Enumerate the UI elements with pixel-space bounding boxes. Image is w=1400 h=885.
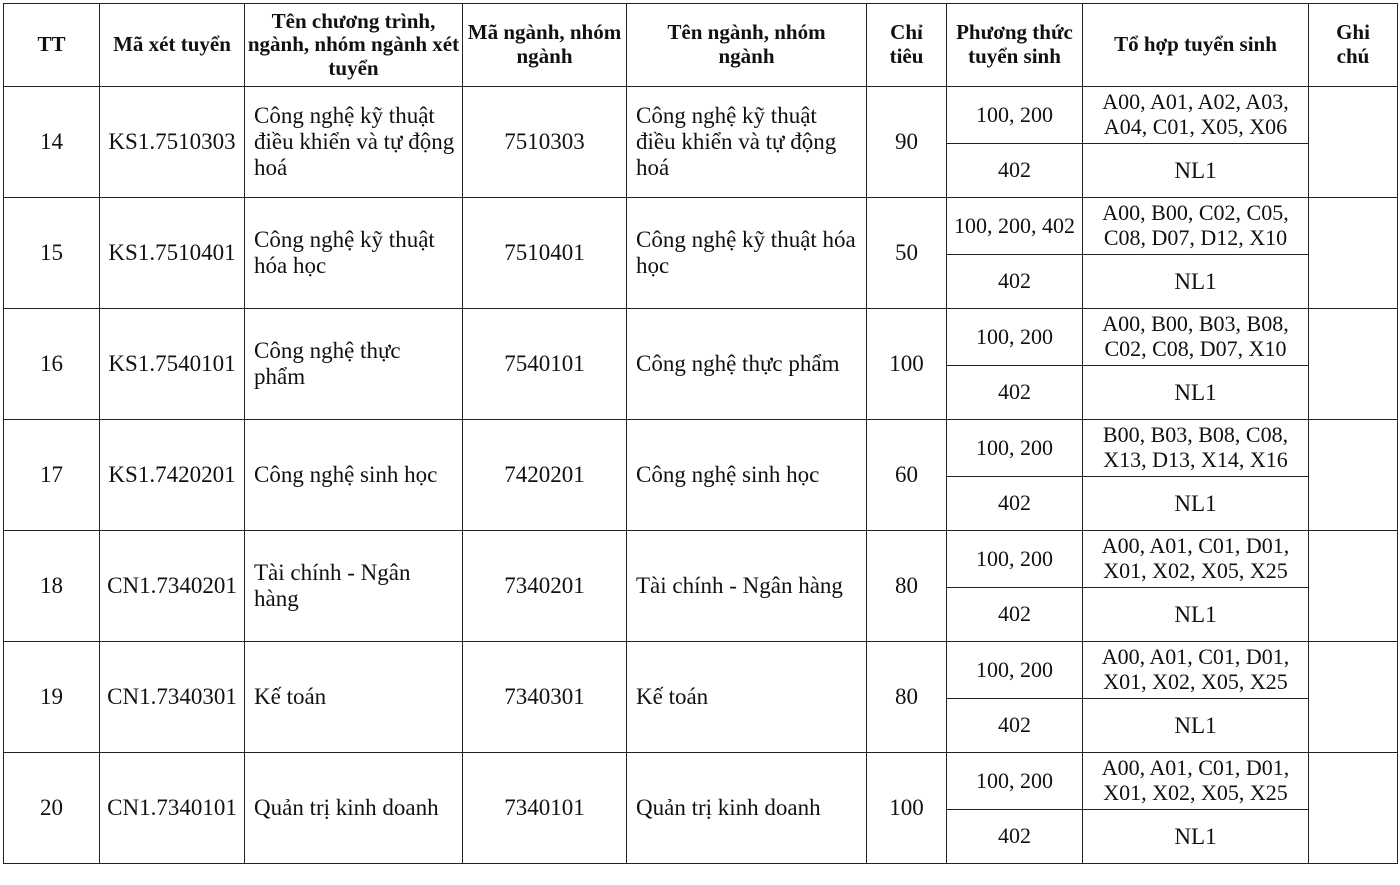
cell-ma-xet-tuyen: CN1.7340201 [100,531,245,642]
cell-ten-chuong-trinh: Công nghệ kỹ thuật hóa học [245,198,463,309]
cell-phuong-thuc: 402 [947,144,1083,198]
cell-chi-tieu: 60 [867,420,947,531]
cell-ma-xet-tuyen: CN1.7340301 [100,642,245,753]
cell-phuong-thuc: 100, 200 [947,420,1083,477]
cell-phuong-thuc: 402 [947,699,1083,753]
header-ma-nganh: Mã ngành, nhóm ngành [463,4,627,87]
cell-to-hop: B00, B03, B08, C08, X13, D13, X14, X16 [1083,420,1309,477]
cell-phuong-thuc: 402 [947,588,1083,642]
cell-ten-chuong-trinh: Quản trị kinh doanh [245,753,463,864]
cell-ma-xet-tuyen: KS1.7510303 [100,87,245,198]
cell-phuong-thuc: 100, 200, 402 [947,198,1083,255]
cell-to-hop: NL1 [1083,144,1309,198]
cell-ten-chuong-trinh: Công nghệ thực phẩm [245,309,463,420]
cell-ten-nganh: Công nghệ thực phẩm [627,309,867,420]
cell-to-hop: A00, A01, C01, D01, X01, X02, X05, X25 [1083,642,1309,699]
cell-chi-tieu: 100 [867,753,947,864]
cell-ten-chuong-trinh: Tài chính - Ngân hàng [245,531,463,642]
header-ten-nganh: Tên ngành, nhóm ngành [627,4,867,87]
header-phuong-thuc: Phương thức tuyển sinh [947,4,1083,87]
cell-to-hop: NL1 [1083,477,1309,531]
cell-ghi-chu [1309,531,1398,642]
cell-ma-xet-tuyen: KS1.7420201 [100,420,245,531]
header-ma-xet-tuyen: Mã xét tuyển [100,4,245,87]
table-row [4,420,1398,477]
cell-to-hop: NL1 [1083,588,1309,642]
cell-tt: 17 [4,420,100,531]
cell-phuong-thuc: 402 [947,255,1083,309]
cell-ma-nganh: 7510303 [463,87,627,198]
table-row [4,642,1398,699]
header-row [4,4,1398,87]
cell-ten-chuong-trinh: Công nghệ kỹ thuật điều khiển và tự động hoá [245,87,463,198]
cell-ten-nganh: Quản trị kinh doanh [627,753,867,864]
header-ten-chuong-trinh: Tên chương trình, ngành, nhóm ngành xét tuyển [245,4,463,87]
cell-ten-nganh: Công nghệ kỹ thuật điều khiển và tự động hoá [627,87,867,198]
header-ghi-chu: Ghi chú [1309,4,1398,87]
cell-ten-chuong-trinh: Kế toán [245,642,463,753]
cell-phuong-thuc: 100, 200 [947,309,1083,366]
cell-ma-xet-tuyen: KS1.7510401 [100,198,245,309]
cell-chi-tieu: 80 [867,642,947,753]
cell-tt: 19 [4,642,100,753]
cell-chi-tieu: 90 [867,87,947,198]
cell-chi-tieu: 80 [867,531,947,642]
cell-ma-nganh: 7340101 [463,753,627,864]
cell-to-hop: A00, B00, B03, B08, C02, C08, D07, X10 [1083,309,1309,366]
cell-phuong-thuc: 402 [947,477,1083,531]
cell-phuong-thuc: 100, 200 [947,753,1083,810]
table-body [4,87,1398,864]
table-row [4,198,1398,255]
cell-ghi-chu [1309,309,1398,420]
cell-tt: 16 [4,309,100,420]
admissions-table [3,3,1398,864]
cell-to-hop: NL1 [1083,810,1309,864]
header-to-hop: Tổ hợp tuyển sinh [1083,4,1309,87]
table-row [4,309,1398,366]
table-row [4,87,1398,144]
header-chi-tieu: Chỉ tiêu [867,4,947,87]
cell-phuong-thuc: 402 [947,366,1083,420]
cell-to-hop: A00, A01, C01, D01, X01, X02, X05, X25 [1083,531,1309,588]
cell-to-hop: A00, A01, A02, A03, A04, C01, X05, X06 [1083,87,1309,144]
cell-ma-xet-tuyen: KS1.7540101 [100,309,245,420]
cell-ghi-chu [1309,198,1398,309]
cell-tt: 20 [4,753,100,864]
header-tt: TT [4,4,100,87]
table-row [4,753,1398,810]
cell-ghi-chu [1309,642,1398,753]
cell-to-hop: A00, A01, C01, D01, X01, X02, X05, X25 [1083,753,1309,810]
cell-phuong-thuc: 100, 200 [947,87,1083,144]
cell-ghi-chu [1309,753,1398,864]
cell-ghi-chu [1309,87,1398,198]
cell-ma-xet-tuyen: CN1.7340101 [100,753,245,864]
cell-chi-tieu: 50 [867,198,947,309]
cell-ten-nganh: Công nghệ sinh học [627,420,867,531]
cell-ma-nganh: 7510401 [463,198,627,309]
cell-ma-nganh: 7340201 [463,531,627,642]
cell-phuong-thuc: 100, 200 [947,531,1083,588]
cell-tt: 14 [4,87,100,198]
table-row [4,531,1398,588]
cell-to-hop: A00, B00, C02, C05, C08, D07, D12, X10 [1083,198,1309,255]
cell-to-hop: NL1 [1083,699,1309,753]
cell-tt: 15 [4,198,100,309]
cell-ma-nganh: 7540101 [463,309,627,420]
cell-ten-chuong-trinh: Công nghệ sinh học [245,420,463,531]
cell-ghi-chu [1309,420,1398,531]
cell-ten-nganh: Công nghệ kỹ thuật hóa học [627,198,867,309]
cell-to-hop: NL1 [1083,255,1309,309]
cell-chi-tieu: 100 [867,309,947,420]
cell-ten-nganh: Tài chính - Ngân hàng [627,531,867,642]
cell-phuong-thuc: 402 [947,810,1083,864]
cell-to-hop: NL1 [1083,366,1309,420]
cell-ma-nganh: 7420201 [463,420,627,531]
cell-tt: 18 [4,531,100,642]
cell-phuong-thuc: 100, 200 [947,642,1083,699]
cell-ma-nganh: 7340301 [463,642,627,753]
cell-ten-nganh: Kế toán [627,642,867,753]
